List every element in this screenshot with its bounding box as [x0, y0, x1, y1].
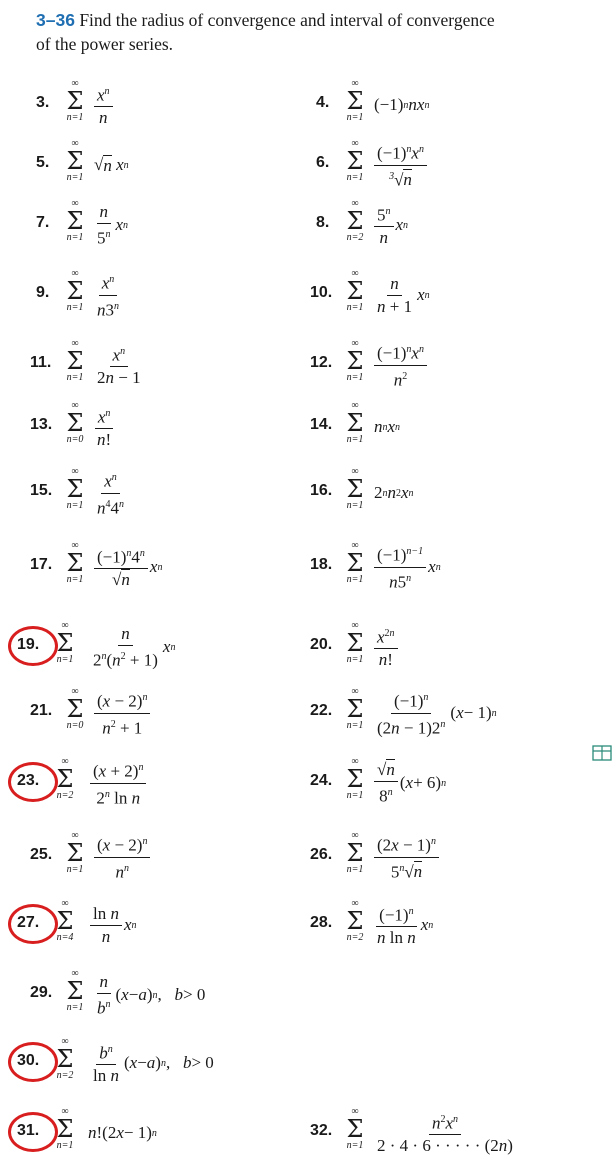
problem-4: 4. ∞ Σ n=1 (−1) n nx n — [316, 78, 430, 123]
problem-18: 18. ∞ Σ n=1 $\frac{(-1)^{n-1}}{n5^n}$ x n — [310, 540, 441, 592]
problem-7: 7. ∞ Σ n=1 $\frac{n}{5^n}$ x n — [36, 198, 129, 248]
problem-20: 20. ∞ Σ n=1 $\frac{x^{2n}}{n!}$ — [310, 620, 596, 680]
problem-23: 23. ∞ Σ n=2 $\frac{(x + 2)^n}{2^n \ln n}$ — [8, 756, 296, 816]
problem-15: 15. ∞ Σ n=1 $\frac{x^n}{n^44^n}$ — [30, 466, 124, 518]
instruction-line-2: of the power series. — [36, 34, 174, 54]
problem-17: 17. ∞ Σ n=1 $\frac{(-1)^n4^n}{√n}$ x n — [30, 540, 163, 590]
problem-21: 21. ∞ Σ n=0 $\frac{(x - 2)^n}{n^2 + 1}$ — [30, 686, 296, 746]
problem-27: 27. ∞ Σ n=4 $\frac{\text{ln n}}{n}$ x n — [8, 898, 296, 958]
problem-5: 5. ∞ Σ n=1 √ n x n — [36, 138, 129, 183]
problem-11: 11. ∞ Σ n=1 $\frac{x^n}{2n - 1}$ — [30, 338, 141, 388]
problem-29: 29. ∞ Σ n=1 $\frac{n}{b^n}$ ( x − a ) n , b > 0 — [30, 968, 206, 1018]
problem-16: 16. ∞ Σ n=1 2 n n 2 x n — [310, 466, 414, 511]
problem-24: 24. ∞ Σ n=1 $\frac{√n}{8^n}$ ( x + 6) n — [310, 756, 447, 806]
problem-19: 19. ∞ Σ n=1 $\frac{n}{2^n(n^2 + 1)}$ x n — [8, 620, 296, 680]
problem-12: 12. ∞ Σ n=1 $\frac{(-1)^nx^n}{n^2}$ — [310, 338, 596, 398]
problem-13: 13. ∞ Σ n=0 $\frac{x^n}{n!}$ — [30, 400, 296, 460]
exercise-header — [36, 8, 596, 56]
problem-26: 26. ∞ Σ n=1 $\frac{(2x - 1)^n}{5^n√n}$ — [310, 830, 596, 890]
problem-9: 9. ∞ Σ n=1 $\frac{x^n}{n3^n}$ — [36, 268, 119, 320]
problem-3: 3. ∞ Σ n=1 $\frac{x^n}{n}$ — [36, 78, 296, 138]
instruction-line-1: Find the radius of convergence and interval of convergence — [79, 10, 495, 30]
problem-30: 30. ∞ Σ n=2 $\frac{b^n}{\text{ln n}}$ ( x − a ) n , b > 0 — [8, 1036, 328, 1096]
problem-14: 14. ∞ Σ n=1 n n x n — [310, 400, 401, 445]
problem-22: 22. ∞ Σ n=1 $\frac{(-1)^n}{(2n - 1)2^n}$ ( x − 1) n — [310, 686, 497, 738]
problem-32: 32. ∞ Σ n=1 $\frac{n^2x^n}{2 \cdot 4 \cdot 6 \cdot \cdot \cdot \cdot \cdot (2n)}$ — [310, 1106, 513, 1156]
exercise-range: 3–36 — [36, 10, 75, 30]
problem-31: 31. ∞ Σ n=1 n !(2 x − 1) n — [8, 1106, 296, 1166]
problem-6: 6. ∞ Σ n=1 $\frac{(-1)^nx^n}{^3√n}$ — [316, 138, 596, 198]
problem-25: 25. ∞ Σ n=1 $\frac{(x - 2)^n}{n^n}$ — [30, 830, 296, 890]
problem-8: 8. ∞ Σ n=2 $\frac{5^n}{n}$ x n — [316, 198, 409, 248]
problem-10: 10. ∞ Σ n=1 $\frac{n}{n + 1}$ x n — [310, 268, 430, 316]
page-flip-icon[interactable] — [592, 745, 612, 761]
problem-28: 28. ∞ Σ n=2 $\frac{(-1)^n}{\text{n ln n}}$ x n — [310, 898, 434, 948]
